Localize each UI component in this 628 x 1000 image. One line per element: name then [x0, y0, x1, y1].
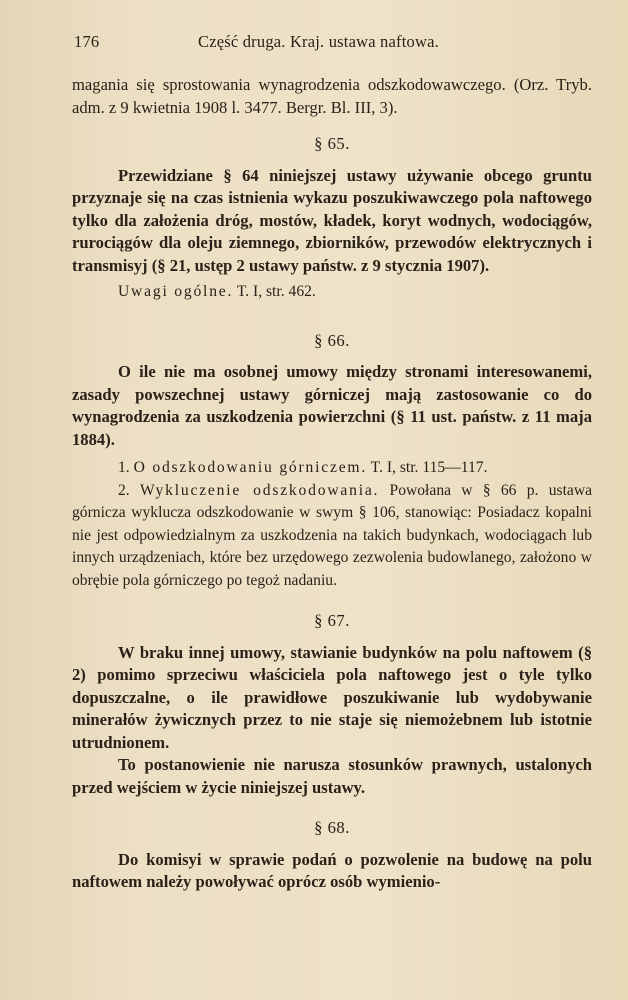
note-general — [72, 281, 592, 304]
section-heading-67: § 67. — [314, 611, 350, 630]
statute-paragraph-66: O ile nie ma osobnej umowy między stronami interesowanemi, zasady powszechnej ustawy górniczej mają zastosowanie co do wynagrodzenia za uszkodzenia powierzchni (§ 11 ust. państw. z 11 maja 1884). — [72, 362, 592, 449]
statute-paragraph-65: Przewidziane § 64 niniejszej ustawy używanie obcego gruntu przyznaje się na czas istnienia wykazu poszukiwawczego pola naftowego tylko dla założenia dróg, mostów, kładek, koryt wodnych, wodociągów, rurociągów dla oleju ziemnego, zbiorników, przewodów elektrycznych i transmisyj (§ 21, ustęp 2 ustawy państw. z 9 stycznia 1907). — [72, 165, 592, 275]
note-item-1 — [72, 457, 592, 480]
section-heading-68: § 68. — [314, 818, 350, 837]
section-heading-65: § 65. — [314, 134, 350, 153]
statute-paragraph-68: Do komisyi w sprawie podań o pozwolenie na budowę na polu naftowem należy powoływać oprócz osób wymienio- — [72, 849, 592, 891]
page-header — [74, 32, 596, 56]
note-reference: T. I, str. 462. — [233, 283, 316, 300]
note-item-2 — [72, 480, 592, 593]
note-number: 1. — [118, 459, 134, 476]
page-number: 176 — [74, 32, 100, 51]
running-title: Część druga. Kraj. ustawa naftowa. — [198, 32, 439, 51]
note-spaced-heading: Wykluczenie odszkodowania. — [139, 481, 380, 499]
note-reference: T. I, str. 115—117. — [367, 459, 488, 476]
continued-paragraph: magania się sprostowania wynagrodzenia odszkodowawczego. (Orz. Tryb. adm. z 9 kwietnia 1908 l. 3477. Bergr. Bl. III, 3). — [72, 75, 592, 117]
section-heading-66: § 66. — [314, 330, 350, 350]
page-body — [72, 74, 592, 894]
note-number: 2. — [118, 481, 140, 499]
statute-paragraph-67-2: To postanowienie nie narusza stosunków prawnych, ustalonych przed wejściem w życie niniejszej ustawy. — [72, 755, 592, 797]
note-spaced-heading: O odszkodowaniu górniczem. — [133, 459, 368, 476]
statute-paragraph-67-1: W braku innej umowy, stawianie budynków na polu naftowem (§ 2) pomimo sprzeciwu właściciela pola naftowego jest o tyle tylko dopuszczalne, o ile prawidłowe poszukiwanie lub wydobywanie minerałów żywicznych przez to nie staje się niemożebnem lub istotnie utrudnionem. — [72, 642, 592, 752]
note-body: Powołana w § 66 p. ustawa górnicza wyklucza odszkodowanie w swym § 106, stanowiąc: Posiadacz kopalni nie jest odpowiedzialnym za uszkodzenia na takich budynkach, wodociągach lub innych urządzeniach, które bez urzędowego zezwolenia budowlanego, założono w obrębie pola górniczego po tegoż nadaniu. — [72, 481, 593, 589]
note-spaced-heading: Uwagi ogólne. — [118, 283, 234, 300]
